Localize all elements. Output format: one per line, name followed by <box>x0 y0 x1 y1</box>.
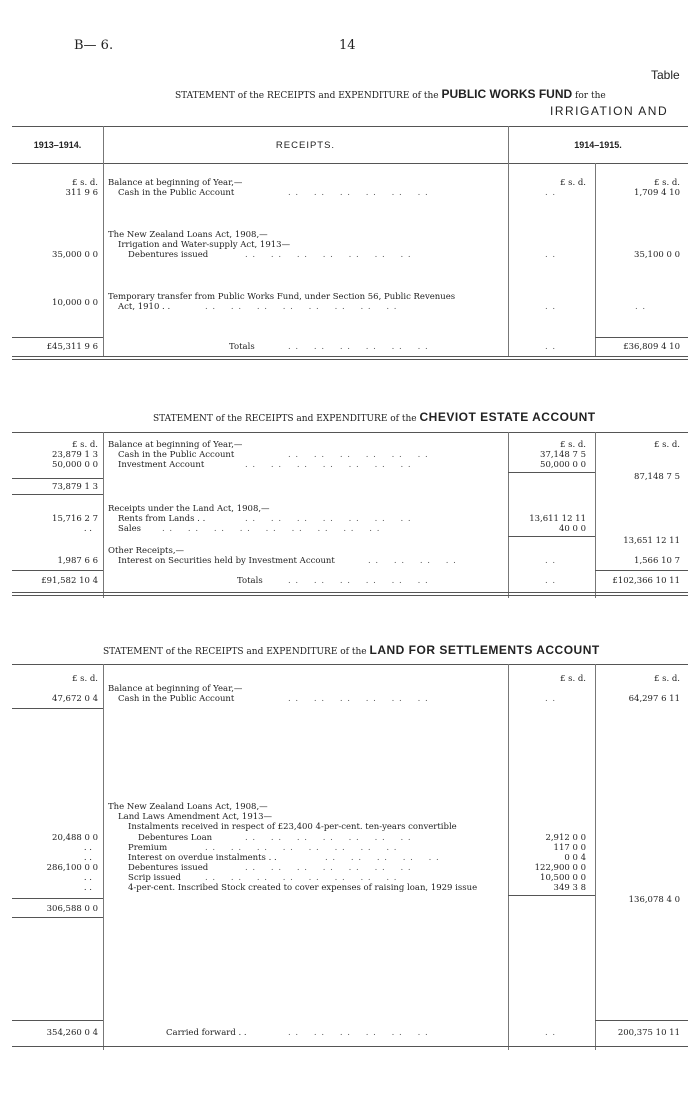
cheviot-sales-label: Sales <box>118 524 142 534</box>
pwf-subtitle: IRRIGATION AND <box>550 104 669 118</box>
cheviot-totals-label: Totals <box>237 576 263 586</box>
nil-dots: . . <box>545 694 557 704</box>
pwf-sum-rule <box>12 337 103 338</box>
pwf-divider <box>595 163 596 357</box>
cheviot-sum-rule <box>12 478 103 479</box>
cheviot-rents-1914: 13,611 12 11 <box>529 514 586 524</box>
lfs-row <box>0 853 700 863</box>
cheviot-top-rule <box>12 432 688 433</box>
pwf-total-1914: £36,809 4 10 <box>623 342 680 352</box>
lfs-instalments-label: Instalments received in respect of £23,400 4-per-cent. ten-years convertible <box>128 822 457 832</box>
pwf-transfer-1913: 10,000 0 0 <box>52 298 98 308</box>
lfs-row-desc: Interest on overdue instalments . . <box>128 853 277 863</box>
lfs-cash-1914: 64,297 6 11 <box>628 694 680 704</box>
lfs-row-1914: 2,912 0 0 <box>545 833 586 843</box>
leader-dots: . . . . . . . . . . . . <box>288 188 429 198</box>
lfs-row-desc: Premium <box>128 843 168 853</box>
cheviot-divider <box>595 432 596 598</box>
pwf-title-pre: STATEMENT of the RECEIPTS and EXPENDITURE of the <box>175 91 439 101</box>
lfs-cash-1913: 47,672 0 4 <box>52 694 98 704</box>
lfs-balance-heading: Balance at beginning of Year,— <box>108 684 243 694</box>
cheviot-sum-rule <box>12 494 103 495</box>
lfs-row-desc: Debentures Loan <box>138 833 213 843</box>
lfs-row-desc: Debentures issued <box>128 863 209 873</box>
cheviot-sales-1913: . . <box>83 524 92 534</box>
lfs-cash-label: Cash in the Public Account <box>118 694 235 704</box>
pwf-col-1913: 1913–1914. <box>33 140 82 150</box>
lfs-carried-forward-1914: 200,375 10 11 <box>617 1028 680 1038</box>
cheviot-total-1913: £91,582 10 4 <box>41 576 98 586</box>
lfs-row-desc: 4-per-cent. Inscribed Stock created to cover expenses of raising loan, 1929 issue <box>128 883 478 893</box>
leader-dots: . . . . . . . . . . . . . . . . <box>205 302 398 312</box>
lfs-units-left: £ s. d. <box>71 674 98 684</box>
pwf-total-1913: £45,311 9 6 <box>46 342 98 352</box>
cheviot-land-act: Receipts under the Land Act, 1908,— <box>108 504 270 514</box>
pwf-bottom-rule <box>12 356 688 357</box>
cheviot-total-1914: £102,366 10 11 <box>612 576 680 586</box>
lfs-row <box>0 863 700 873</box>
lfs-sum-rule <box>508 895 595 896</box>
lfs-row-1914: 122,900 0 0 <box>534 863 586 873</box>
lfs-carried-forward-label: Carried forward . . <box>166 1028 247 1038</box>
lfs-row-1914: 0 0 4 <box>564 853 586 863</box>
pwf-title-bold: PUBLIC WORKS FUND <box>441 87 573 101</box>
cheviot-sum-rule <box>12 570 103 571</box>
cheviot-bottom-rule <box>12 592 688 593</box>
leader-dots: . . . . . . . . . . . . . . <box>245 250 412 260</box>
cheviot-interest-1914: 1,566 10 7 <box>634 556 680 566</box>
leader-dots: . . . . . . . . . . . . . . . . <box>205 873 398 883</box>
lfs-row-1914: 117 0 0 <box>553 843 586 853</box>
lfs-row-1913: 20,488 0 0 <box>52 833 98 843</box>
nil-dots: . . <box>545 302 557 312</box>
pwf-col-receipts: RECEIPTS. <box>275 140 336 151</box>
cheviot-title-bold: CHEVIOT ESTATE ACCOUNT <box>419 410 596 424</box>
leader-dots: . . . . . . . . . . . . <box>288 694 429 704</box>
lfs-sum-rule <box>12 898 103 899</box>
leader-dots: . . . . . . . . <box>368 556 457 566</box>
pwf-units-mid: £ s. d. <box>559 178 586 188</box>
leader-dots: . . . . . . . . . . . . <box>288 342 429 352</box>
cheviot-sum-rule <box>595 570 688 571</box>
leader-dots: . . . . . . . . . . . . . . <box>245 863 412 873</box>
leader-dots: . . . . . . . . . . . . . . <box>245 460 412 470</box>
lfs-sum-rule <box>12 708 103 709</box>
cheviot-balance-total-1913: 73,879 1 3 <box>52 482 98 492</box>
page-number: 14 <box>339 38 356 53</box>
table-label: Table <box>651 68 680 82</box>
lfs-row-1914: 349 3 8 <box>553 883 586 893</box>
pwf-units-left: £ s. d. <box>71 178 98 188</box>
cheviot-land-total-1914: 13,651 12 11 <box>623 536 680 546</box>
leader-dots: . . . . . . . . . . . . <box>288 450 429 460</box>
lfs-row <box>0 843 700 853</box>
cheviot-sum-rule <box>508 536 595 537</box>
cheviot-units-mid: £ s. d. <box>559 440 586 450</box>
pwf-title <box>175 87 606 101</box>
pwf-cash-1914: 1,709 4 10 <box>634 188 680 198</box>
pwf-col-1914: 1914–1915. <box>574 140 622 150</box>
pwf-title-post: for the <box>575 91 606 101</box>
pwf-divider <box>508 126 509 357</box>
cheviot-title <box>153 410 596 424</box>
cheviot-balance-heading: Balance at beginning of Year,— <box>108 440 243 450</box>
cheviot-units-left: £ s. d. <box>71 440 98 450</box>
cheviot-interest-label: Interest on Securities held by Investment Account <box>118 556 335 566</box>
cheviot-other-heading: Other Receipts,— <box>108 546 185 556</box>
lfs-row <box>0 873 700 883</box>
cheviot-investment-1913: 50,000 0 0 <box>52 460 98 470</box>
cheviot-units-right: £ s. d. <box>653 440 680 450</box>
nil-dots: . . <box>545 250 557 260</box>
lfs-row-1913: . . <box>83 883 92 893</box>
pwf-loans-act: The New Zealand Loans Act, 1908,— <box>108 230 268 240</box>
nil-dots: . . <box>545 342 557 352</box>
pwf-transfer-label-cont: Act, 1910 . . <box>118 302 171 312</box>
cheviot-divider <box>508 432 509 598</box>
leader-dots: . . . . . . . . . . . . . . <box>245 514 412 524</box>
pwf-cash-1913: 311 9 6 <box>65 188 98 198</box>
cheviot-investment-1914: 50,000 0 0 <box>540 460 586 470</box>
pwf-debentures-1914: 35,100 0 0 <box>634 250 680 260</box>
lfs-row-1913: . . <box>83 843 92 853</box>
lfs-top-rule <box>12 664 688 665</box>
lfs-row <box>0 833 700 843</box>
lfs-receipts-rows <box>0 833 700 893</box>
cheviot-sales-1914: 40 0 0 <box>558 524 586 534</box>
nil-dots: . . <box>545 556 557 566</box>
cheviot-cash-label: Cash in the Public Account <box>118 450 235 460</box>
leader-dots: . . . . . . . . . . . . . . . . . . <box>162 524 381 534</box>
document-reference: B— 6. <box>74 38 114 53</box>
lfs-units-right: £ s. d. <box>653 674 680 684</box>
lfs-title-pre: STATEMENT of the RECEIPTS and EXPENDITURE of the <box>103 647 367 657</box>
lfs-sum-rule <box>12 917 103 918</box>
pwf-debentures-label: Debentures issued <box>128 250 209 260</box>
cheviot-balance-total-1914: 87,148 7 5 <box>634 472 680 482</box>
pwf-units-right: £ s. d. <box>653 178 680 188</box>
pwf-totals-label: Totals <box>229 342 255 352</box>
pwf-top-rule <box>12 126 688 127</box>
lfs-title <box>103 643 600 657</box>
cheviot-sum-rule <box>508 472 595 473</box>
lfs-row-desc: Scrip issued <box>128 873 181 883</box>
cheviot-cash-1914: 37,148 7 5 <box>540 450 586 460</box>
lfs-row-1913: . . <box>83 853 92 863</box>
lfs-loans-total-1913: 306,588 0 0 <box>46 904 98 914</box>
cheviot-bottom-rule <box>12 595 688 596</box>
pwf-transfer-label: Temporary transfer from Public Works Fund, under Section 56, Public Revenues <box>108 292 456 302</box>
cheviot-investment-label: Investment Account <box>118 460 205 470</box>
cheviot-rents-label: Rents from Lands . . <box>118 514 206 524</box>
lfs-loans-total-1914: 136,078 4 0 <box>628 895 680 905</box>
leader-dots: . . . . . . . . . . . . . . . . <box>205 843 398 853</box>
pwf-bottom-rule <box>12 359 688 360</box>
nil-dots: . . <box>545 188 557 198</box>
cheviot-rents-1913: 15,716 2 7 <box>52 514 98 524</box>
leader-dots: . . . . . . . . . . . . <box>288 1028 429 1038</box>
leader-dots: . . . . . . . . . . . . . . <box>245 833 412 843</box>
pwf-cash-label: Cash in the Public Account <box>118 188 235 198</box>
pwf-irrigation-act: Irrigation and Water-supply Act, 1913— <box>118 240 291 250</box>
pwf-debentures-1913: 35,000 0 0 <box>52 250 98 260</box>
nil-dots: . . <box>545 1028 557 1038</box>
cheviot-cash-1913: 23,879 1 3 <box>52 450 98 460</box>
cheviot-title-pre: STATEMENT of the RECEIPTS and EXPENDITURE of the <box>153 414 417 424</box>
lfs-row-1913: . . <box>83 873 92 883</box>
pwf-sum-rule <box>595 337 688 338</box>
lfs-carried-forward-1913: 354,260 0 4 <box>46 1028 98 1038</box>
lfs-title-bold: LAND FOR SETTLEMENTS ACCOUNT <box>369 643 600 657</box>
pwf-header-rule <box>12 163 688 164</box>
cheviot-divider <box>103 432 104 598</box>
lfs-sum-rule <box>595 1020 688 1021</box>
lfs-row <box>0 883 700 893</box>
lfs-row-1914: 10,500 0 0 <box>540 873 586 883</box>
nil-dots: . . <box>545 576 557 586</box>
lfs-bottom-rule <box>12 1046 688 1047</box>
lfs-loans-act: The New Zealand Loans Act, 1908,— <box>108 802 268 812</box>
lfs-land-laws-act: Land Laws Amendment Act, 1913— <box>118 812 273 822</box>
pwf-balance-heading: Balance at beginning of Year,— <box>108 178 243 188</box>
lfs-sum-rule <box>12 1020 103 1021</box>
lfs-row-1913: 286,100 0 0 <box>46 863 98 873</box>
lfs-units-mid: £ s. d. <box>559 674 586 684</box>
pwf-divider <box>103 126 104 357</box>
leader-dots: . . . . . . . . . . <box>325 853 440 863</box>
leader-dots: . . . . . . . . . . . . <box>288 576 429 586</box>
cheviot-interest-1913: 1,987 6 6 <box>57 556 98 566</box>
nil-dots: . . <box>635 302 647 312</box>
